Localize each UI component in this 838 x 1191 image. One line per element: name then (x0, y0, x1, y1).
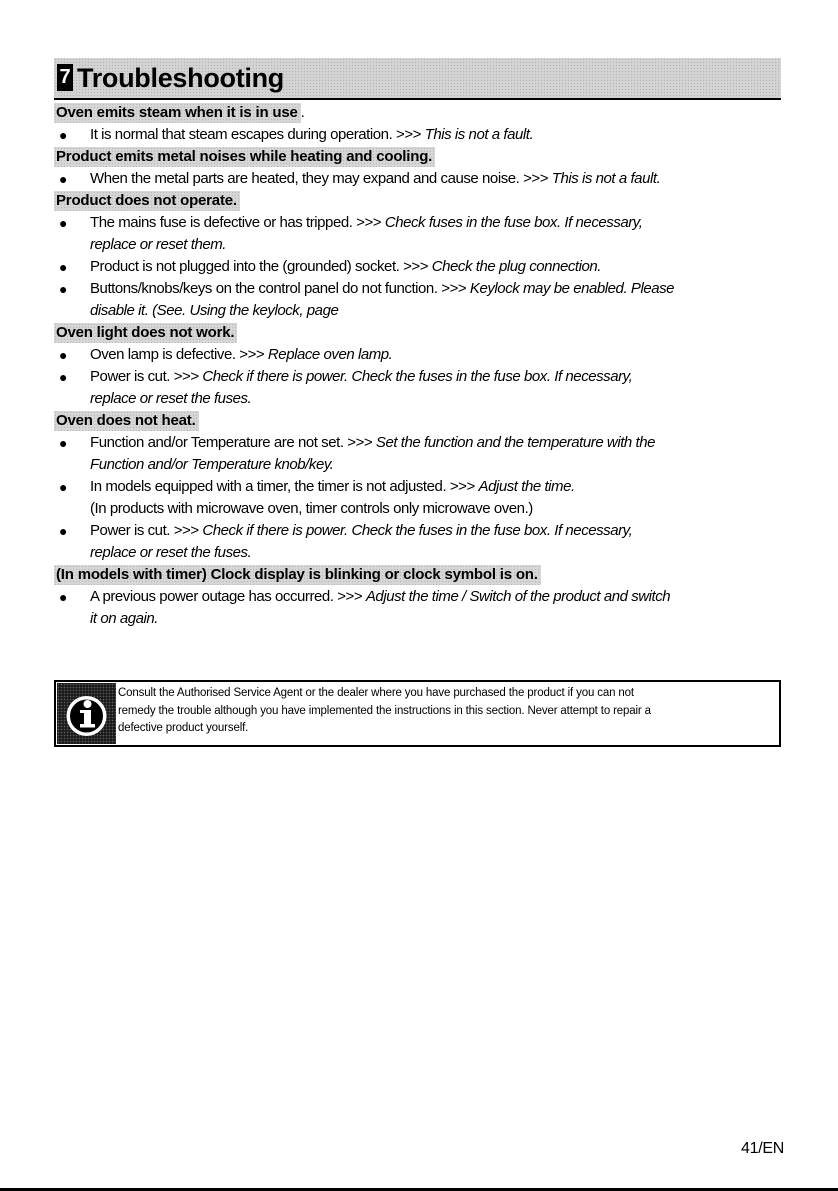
cause-text: Function and/or Temperature are not set. >>> (90, 434, 376, 451)
bullet-icon: ● (59, 215, 68, 231)
problem-heading: Oven emits steam when it is in use (54, 103, 301, 123)
solution-text: Check if there is power. Check the fuses in the fuse box. If necessary, (202, 522, 633, 539)
info-icon (57, 683, 116, 744)
bullet-icon: ● (59, 127, 68, 143)
section-number-badge: 7 (57, 64, 73, 91)
cause-item (54, 586, 781, 630)
bullet-icon: ● (59, 347, 68, 363)
cause-item (54, 212, 781, 256)
bullet-icon: ● (59, 281, 68, 297)
problem-heading: (In models with timer) Clock display is blinking or clock symbol is on. (54, 565, 541, 585)
cause-item (54, 432, 781, 476)
cause-list (54, 124, 781, 146)
section-header (54, 58, 781, 100)
cause-item (54, 256, 781, 278)
solution-continuation: disable it. (See. Using the keylock, page (90, 302, 339, 319)
solution-continuation: replace or reset the fuses. (90, 544, 252, 561)
cause-text: When the metal parts are heated, they may expand and cause noise. >>> (90, 170, 552, 187)
problem-heading-line (54, 190, 781, 212)
bullet-icon: ● (59, 435, 68, 451)
problem-heading-line (54, 564, 781, 586)
cause-note: (In products with microwave oven, timer controls only microwave oven.) (90, 500, 533, 517)
problem-heading: Product does not operate. (54, 191, 240, 211)
problem-heading-line (54, 322, 781, 344)
bullet-icon: ● (59, 259, 68, 275)
solution-continuation: Function and/or Temperature knob/key. (90, 456, 334, 473)
cause-item (54, 366, 781, 410)
cause-text: In models equipped with a timer, the timer is not adjusted. >>> (90, 478, 479, 495)
solution-text: Adjust the time / Switch of the product and switch (365, 588, 671, 605)
cause-list (54, 344, 781, 410)
solution-text: Replace oven lamp. (267, 346, 393, 363)
solution-text: Keylock may be enabled. Please (469, 280, 675, 297)
problem-heading-line (54, 410, 781, 432)
cause-item (54, 476, 781, 520)
cause-item (54, 520, 781, 564)
info-note-box (54, 680, 781, 747)
solution-continuation: replace or reset the fuses. (90, 390, 252, 407)
cause-list (54, 212, 781, 322)
problem-heading: Product emits metal noises while heating and cooling. (54, 147, 435, 167)
solution-text: This is not a fault. (424, 126, 534, 143)
cause-list (54, 586, 781, 630)
info-note-line: defective product yourself. (118, 722, 249, 734)
solution-text: Adjust the time. (478, 478, 575, 495)
cause-text: Buttons/knobs/keys on the control panel do not function. >>> (90, 280, 470, 297)
cause-text: Power is cut. >>> (90, 522, 203, 539)
cause-list (54, 432, 781, 564)
cause-text: Oven lamp is defective. >>> (90, 346, 268, 363)
page-number: 41/EN (741, 1140, 784, 1157)
cause-text: Product is not plugged into the (grounded) socket. >>> (90, 258, 432, 275)
troubleshooting-list (54, 102, 781, 630)
solution-continuation: it on again. (90, 610, 158, 627)
solution-text: This is not a fault. (551, 170, 661, 187)
problem-heading-line (54, 102, 781, 124)
solution-text: Check if there is power. Check the fuses in the fuse box. If necessary, (202, 368, 633, 385)
cause-text: It is normal that steam escapes during operation. >>> (90, 126, 425, 143)
cause-text: The mains fuse is defective or has tripped. >>> (90, 214, 385, 231)
info-note-line: Consult the Authorised Service Agent or the dealer where you have purchased the product if you can not (118, 687, 634, 699)
cause-list (54, 168, 781, 190)
bullet-icon: ● (59, 171, 68, 187)
solution-continuation: replace or reset them. (90, 236, 226, 253)
section-title: Troubleshooting (77, 63, 284, 93)
bullet-icon: ● (59, 589, 68, 605)
cause-item (54, 278, 781, 322)
solution-text: Check the plug connection. (431, 258, 602, 275)
solution-text: Set the function and the temperature with the (375, 434, 656, 451)
cause-item (54, 168, 781, 190)
cause-item (54, 124, 781, 146)
solution-text: Check fuses in the fuse box. If necessary, (384, 214, 643, 231)
info-note-text (118, 685, 771, 738)
problem-heading: Oven light does not work. (54, 323, 237, 343)
bullet-icon: ● (59, 369, 68, 385)
problem-heading: Oven does not heat. (54, 411, 199, 431)
bullet-icon: ● (59, 479, 68, 495)
bullet-icon: ● (59, 523, 68, 539)
cause-text: A previous power outage has occurred. >>> (90, 588, 366, 605)
cause-item (54, 344, 781, 366)
problem-heading-line (54, 146, 781, 168)
cause-text: Power is cut. >>> (90, 368, 203, 385)
problem-heading-suffix: . (300, 104, 305, 121)
info-note-line: remedy the trouble although you have implemented the instructions in this section. Never attempt to repair a (118, 704, 651, 717)
